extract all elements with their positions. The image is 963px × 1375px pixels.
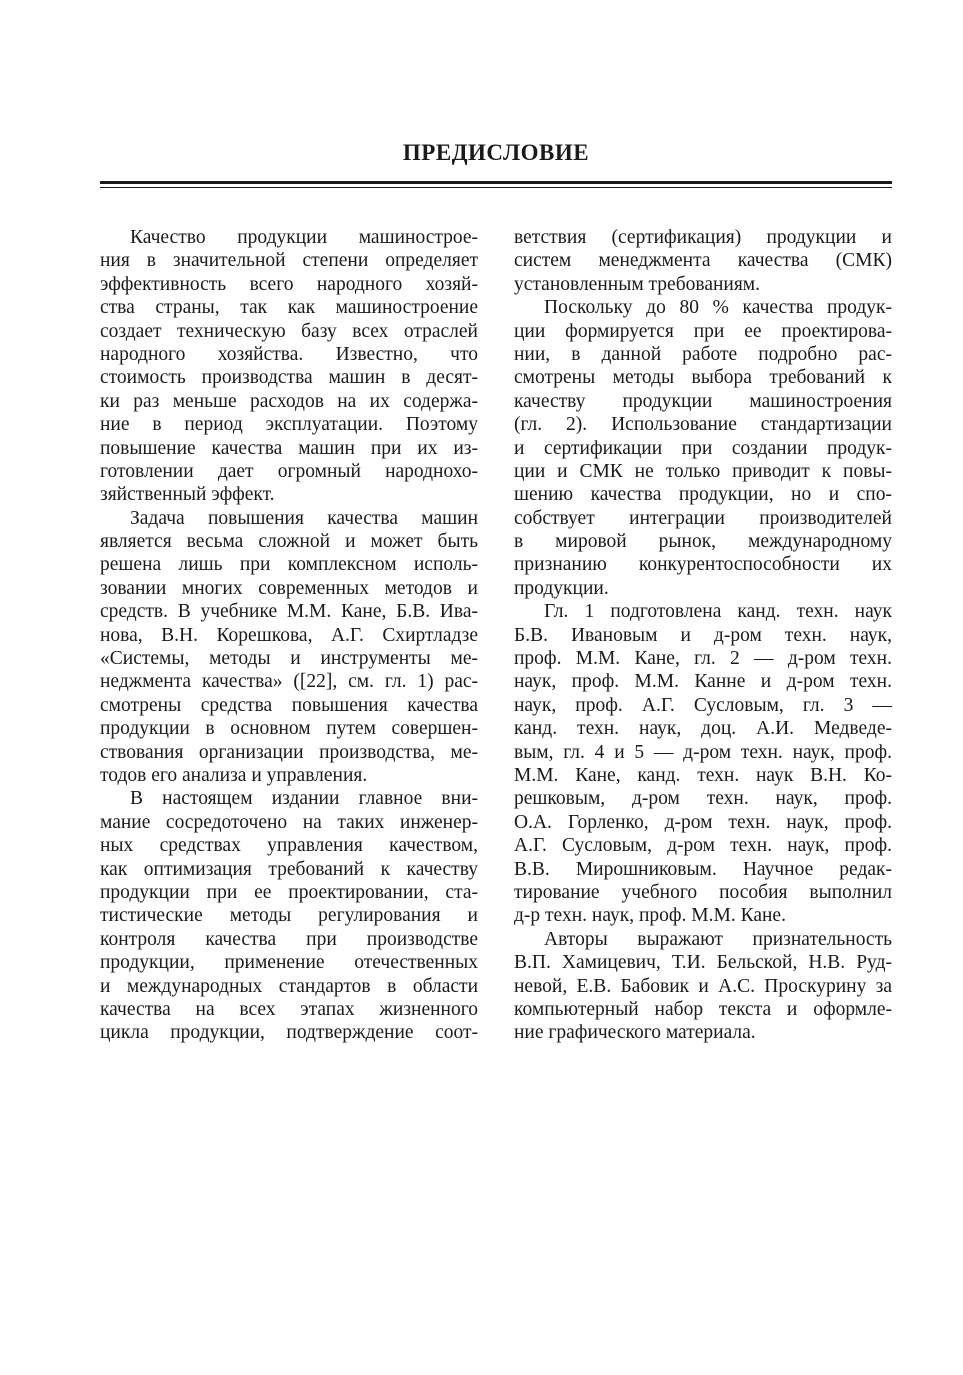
text-line: ства страны, так как машиностроение xyxy=(100,297,478,319)
text-line: компьютерный набор текста и оформле- xyxy=(514,998,892,1020)
text-line: М.М. Кане, канд. техн. наук В.Н. Ко- xyxy=(514,764,892,786)
left-text-column xyxy=(100,226,478,1045)
text-line: Качество продукции машинострое- xyxy=(130,227,478,248)
text-line: эффективность всего народного хозяй- xyxy=(100,273,478,295)
text-line: признанию конкурентоспособности их xyxy=(514,554,892,576)
text-line: зовании многих современных методов и xyxy=(100,577,478,599)
text-line: ние графического материала. xyxy=(514,1022,756,1044)
text-line: как оптимизация требований к качеству xyxy=(100,858,478,880)
text-line: продукции. xyxy=(514,577,609,599)
text-line: готовлении дает огромный народнохо- xyxy=(100,460,478,482)
text-line: смотрены средства повышения качества xyxy=(100,694,478,716)
text-line: шению качества продукции, но и спо- xyxy=(514,484,892,506)
text-line: и международных стандартов в области xyxy=(100,975,478,997)
text-line: установленным требованиям. xyxy=(514,273,761,295)
text-line: наук, проф. М.М. Канне и д-ром техн. xyxy=(514,671,892,693)
text-line: качества на всех этапах жизненного xyxy=(100,998,478,1020)
text-line: В.П. Хамицевич, Т.И. Бельской, Н.В. Руд- xyxy=(514,952,892,974)
title-rule-thin xyxy=(100,187,892,188)
text-line: «Системы, методы и инструменты ме- xyxy=(100,648,478,670)
page-title: ПРЕДИСЛОВИЕ xyxy=(402,140,590,165)
text-line: проф. М.М. Кане, гл. 2 — д-ром техн. xyxy=(514,648,892,670)
text-line: смотрены методы выбора требований к xyxy=(514,367,892,389)
text-line: ных средствах управления качеством, xyxy=(100,835,478,857)
text-line: решена лишь при комплексном исполь- xyxy=(100,554,478,576)
title-rule-thick xyxy=(100,181,892,184)
text-line: продукции в основном путем совершен- xyxy=(100,718,478,740)
text-line: нова, В.Н. Корешкова, А.Г. Схиртладзе xyxy=(100,624,478,646)
text-line: А.Г. Сусловым, д-ром техн. наук, проф. xyxy=(514,835,892,857)
text-line: качеству продукции машиностроения xyxy=(514,390,892,412)
text-line: Авторы выражают признательность xyxy=(544,928,892,950)
text-line: решковым, д-ром техн. наук, проф. xyxy=(514,788,892,810)
text-line: Задача повышения качества машин xyxy=(130,507,478,529)
text-line: зяйственный эффект. xyxy=(100,484,275,506)
text-line: наук, проф. А.Г. Сусловым, гл. 3 — xyxy=(514,694,892,716)
text-line: Б.В. Ивановым и д-ром техн. наук, xyxy=(514,624,892,646)
text-line: О.А. Горленко, д-ром техн. наук, проф. xyxy=(514,811,892,833)
text-line: тистические методы регулирования и xyxy=(100,905,478,927)
text-line: В настоящем издании главное вни- xyxy=(130,788,478,810)
text-line: неджмента качества» ([22], см. гл. 1) рас- xyxy=(100,671,478,693)
text-line: Поскольку до 80 % качества продук- xyxy=(544,297,892,319)
text-line: тодов его анализа и управления. xyxy=(100,764,368,786)
text-line: вым, гл. 4 и 5 — д-ром техн. наук, проф. xyxy=(514,741,892,763)
text-line: повышение качества машин при их из- xyxy=(100,437,478,459)
text-line: контроля качества при производстве xyxy=(100,928,478,950)
text-line: Гл. 1 подготовлена канд. техн. наук xyxy=(544,601,892,623)
right-text-column xyxy=(514,226,892,1045)
text-line: тирование учебного пособия выполнил xyxy=(514,881,892,903)
text-line: ции и СМК не только приводит к повы- xyxy=(514,460,892,482)
text-line: продукции при ее проектировании, ста- xyxy=(100,881,478,903)
text-line: В.В. Мирошниковым. Научное редак- xyxy=(514,858,892,880)
text-line: невой, Е.В. Бабовик и А.С. Проскурину за xyxy=(514,975,892,997)
text-line: д-р техн. наук, проф. М.М. Кане. xyxy=(514,905,786,927)
text-line: (гл. 2). Использование стандартизации xyxy=(514,414,892,436)
text-line: ветствия (сертификация) продукции и xyxy=(514,227,892,248)
text-line: народного хозяйства. Известно, что xyxy=(100,343,478,365)
text-line: систем менеджмента качества (СМК) xyxy=(514,250,892,272)
text-line: средств. В учебнике М.М. Кане, Б.В. Ива- xyxy=(100,601,478,623)
text-line: стоимость производства машин в десят- xyxy=(100,367,478,389)
text-line: является весьма сложной и может быть xyxy=(100,531,478,553)
text-line: канд. техн. наук, доц. А.И. Медведе- xyxy=(514,718,892,740)
text-line: и сертификации при создании продук- xyxy=(514,437,892,459)
text-line: собствует интеграции производителей xyxy=(514,507,892,529)
text-line: ции формируется при ее проектирова- xyxy=(514,320,892,342)
text-line: нии, в данной работе подробно рас- xyxy=(514,343,892,365)
text-line: ствования организации производства, ме- xyxy=(100,741,478,763)
text-line: ки раз меньше расходов на их содержа- xyxy=(100,390,478,412)
text-line: цикла продукции, подтверждение соот- xyxy=(100,1022,478,1044)
text-line: ние в период эксплуатации. Поэтому xyxy=(100,414,478,436)
text-line: ния в значительной степени определяет xyxy=(100,250,478,272)
text-line: создает техническую базу всех отраслей xyxy=(100,320,478,342)
text-line: в мировой рынок, международному xyxy=(514,531,892,553)
text-line: продукции, применение отечественных xyxy=(100,952,478,974)
text-line: мание сосредоточено на таких инженер- xyxy=(100,811,478,833)
